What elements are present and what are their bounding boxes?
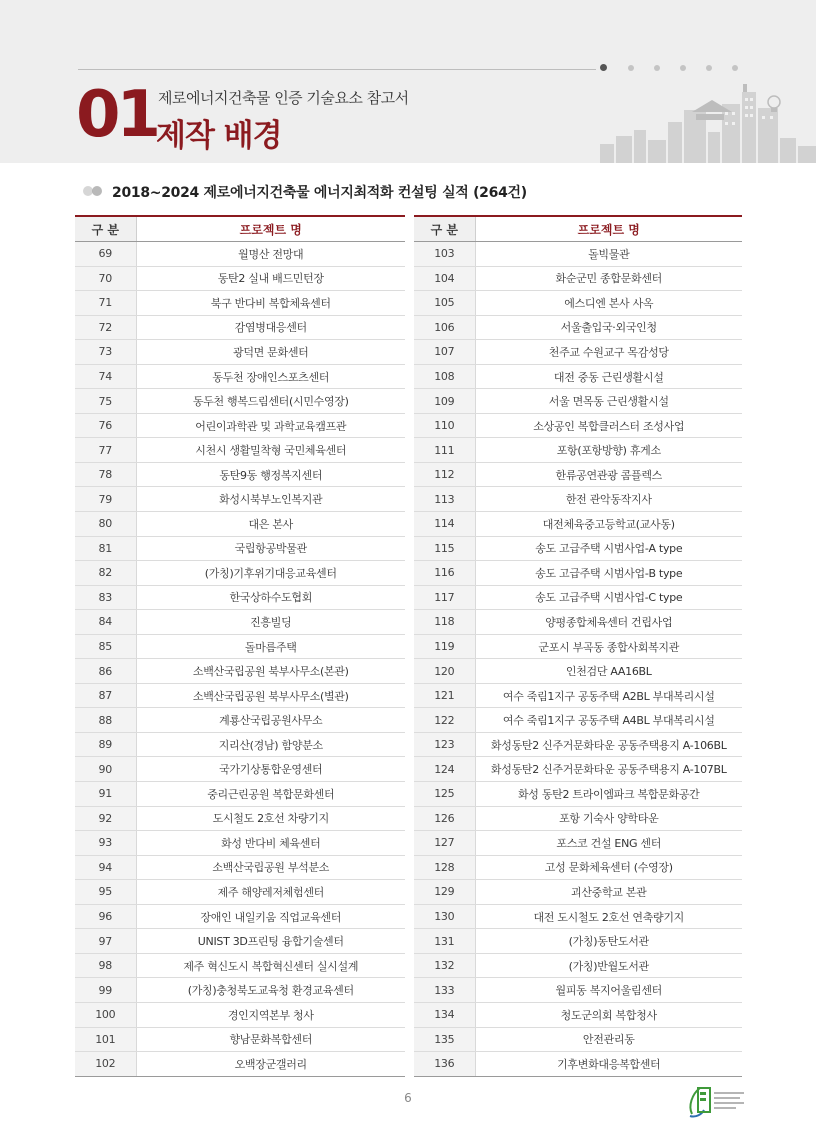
project-name: 포항 기숙사 양학타운	[475, 806, 742, 831]
table-row	[75, 536, 405, 561]
row-number: 92	[75, 806, 136, 831]
table-row	[414, 929, 742, 954]
table-row	[414, 978, 742, 1003]
project-name: 경인지역본부 청사	[136, 1002, 405, 1027]
project-name: 여수 죽림1지구 공동주택 A4BL 부대복리시설	[475, 708, 742, 733]
table-row	[75, 512, 405, 537]
table-row	[75, 978, 405, 1003]
table-row	[414, 904, 742, 929]
table-row	[414, 389, 742, 414]
row-number: 72	[75, 315, 136, 340]
project-name: 소백산국립공원 북부사무소(본관)	[136, 659, 405, 684]
project-name: 감염병대응센터	[136, 315, 405, 340]
table-row	[75, 683, 405, 708]
project-name: 중리근린공원 복합문화센터	[136, 782, 405, 807]
table-row	[414, 242, 742, 267]
table-row	[75, 242, 405, 267]
row-number: 94	[75, 855, 136, 880]
project-name: 송도 고급주택 시범사업-B type	[475, 561, 742, 586]
table-row	[414, 831, 742, 856]
project-name: (가칭)기후위기대응교육센터	[136, 561, 405, 586]
project-name: 북구 반다비 복합체육센터	[136, 291, 405, 316]
project-name: 괴산중학교 본관	[475, 880, 742, 905]
project-name: 동두천 행복드림센터(시민수영장)	[136, 389, 405, 414]
project-name: 돌빅물관	[475, 242, 742, 267]
row-number: 80	[75, 512, 136, 537]
project-name: 에스디엔 본사 사옥	[475, 291, 742, 316]
table-row	[414, 683, 742, 708]
row-number: 77	[75, 438, 136, 463]
table-row	[414, 659, 742, 684]
row-number: 132	[414, 953, 475, 978]
table-row	[414, 291, 742, 316]
dot-active	[600, 64, 607, 71]
table-row	[414, 610, 742, 635]
table-row	[414, 855, 742, 880]
table-row	[75, 561, 405, 586]
row-number: 119	[414, 634, 475, 659]
table-row	[414, 413, 742, 438]
table-row	[414, 806, 742, 831]
page-number: 6	[404, 1091, 412, 1105]
row-number: 135	[414, 1027, 475, 1052]
table-row	[75, 831, 405, 856]
row-number: 116	[414, 561, 475, 586]
row-number: 123	[414, 732, 475, 757]
project-name: 어린이과학관 및 과학교육캠프관	[136, 413, 405, 438]
project-name: 계룡산국립공원사무소	[136, 708, 405, 733]
row-number: 82	[75, 561, 136, 586]
row-number: 134	[414, 1002, 475, 1027]
table-row	[75, 585, 405, 610]
section-heading-text: 2018~2024 제로에너지건축물 에너지최적화 컨설팅 실적 (264건)	[112, 185, 527, 201]
table-row	[414, 487, 742, 512]
row-number: 130	[414, 904, 475, 929]
project-name: 동두천 장애인스포츠센터	[136, 364, 405, 389]
project-name: 화성 반다비 체육센터	[136, 831, 405, 856]
project-name: 송도 고급주택 시범사업-A type	[475, 536, 742, 561]
table-row	[75, 1027, 405, 1052]
table-row	[414, 438, 742, 463]
row-number: 71	[75, 291, 136, 316]
row-number: 76	[75, 413, 136, 438]
project-name: 돌마름주택	[136, 634, 405, 659]
project-name: 포항(포항방향) 휴게소	[475, 438, 742, 463]
project-name: 도시철도 2호선 차량기지	[136, 806, 405, 831]
table-row	[75, 487, 405, 512]
project-name: (가칭)반월도서관	[475, 953, 742, 978]
table-body-right	[414, 242, 742, 1077]
table-row	[75, 413, 405, 438]
project-name: 시천시 생활밀착형 국민체육센터	[136, 438, 405, 463]
row-number: 107	[414, 340, 475, 365]
project-name: 진흥빌딩	[136, 610, 405, 635]
project-name: 기후변화대응복합센터	[475, 1052, 742, 1077]
project-name: 월피동 복지어울림센터	[475, 978, 742, 1003]
row-number: 96	[75, 904, 136, 929]
cityscape-illustration-icon	[600, 82, 816, 163]
table-row	[75, 315, 405, 340]
column-header-project: 프로젝트 명	[136, 216, 405, 242]
column-header-project: 프로젝트 명	[475, 216, 742, 242]
row-number: 129	[414, 880, 475, 905]
table-row	[75, 757, 405, 782]
row-number: 121	[414, 683, 475, 708]
project-name: 한류공연관광 콤플렉스	[475, 462, 742, 487]
row-number: 75	[75, 389, 136, 414]
table-row	[75, 880, 405, 905]
table-row	[75, 364, 405, 389]
project-name: 제주 혁신도시 복합혁신센터 실시설계	[136, 953, 405, 978]
table-row	[414, 364, 742, 389]
project-name: UNIST 3D프린팅 융합기술센터	[136, 929, 405, 954]
project-name: 포스코 건설 ENG 센터	[475, 831, 742, 856]
document-subtitle: 제로에너지건축물 인증 기술요소 참고서	[158, 89, 409, 107]
table-header-row	[414, 216, 742, 242]
row-number: 115	[414, 536, 475, 561]
project-name: 지리산(경남) 함양분소	[136, 732, 405, 757]
table-row	[75, 904, 405, 929]
table-row	[75, 438, 405, 463]
table-row	[75, 1052, 405, 1077]
table-row	[75, 291, 405, 316]
dot	[628, 65, 634, 71]
row-number: 106	[414, 315, 475, 340]
project-name: 서울출입국·외국인청	[475, 315, 742, 340]
project-name: 오백장군갤러리	[136, 1052, 405, 1077]
project-name: (가칭)동탄도서관	[475, 929, 742, 954]
table-row	[414, 757, 742, 782]
project-name: 화성동탄2 신주거문화타운 공동주택용지 A-107BL	[475, 757, 742, 782]
project-name: 소상공인 복합클러스터 조성사업	[475, 413, 742, 438]
project-name: 화성 동탄2 트라이엠파크 복합문화공간	[475, 782, 742, 807]
table-row	[414, 1027, 742, 1052]
row-number: 110	[414, 413, 475, 438]
table-row	[414, 782, 742, 807]
column-header-number: 구 분	[414, 216, 475, 242]
table-row	[414, 634, 742, 659]
page-title: 제작 배경	[156, 118, 282, 154]
table-row	[75, 953, 405, 978]
project-name: 장애인 내일키움 직업교육센터	[136, 904, 405, 929]
table-row	[75, 732, 405, 757]
project-name: 동탄2 실내 배드민턴장	[136, 266, 405, 291]
chapter-number: 01	[76, 78, 158, 152]
table-row	[75, 659, 405, 684]
row-number: 85	[75, 634, 136, 659]
table-row	[75, 855, 405, 880]
row-number: 112	[414, 462, 475, 487]
table-row	[75, 340, 405, 365]
row-number: 93	[75, 831, 136, 856]
zeb-logo-icon	[686, 1080, 750, 1120]
dot	[680, 65, 686, 71]
project-name: 한국상하수도협회	[136, 585, 405, 610]
table-row	[414, 953, 742, 978]
row-number: 128	[414, 855, 475, 880]
row-number: 118	[414, 610, 475, 635]
table-row	[75, 1002, 405, 1027]
project-table-left	[75, 215, 405, 1077]
table-row	[75, 929, 405, 954]
table-row	[75, 266, 405, 291]
table-body-left	[75, 242, 405, 1077]
project-name: 대은 본사	[136, 512, 405, 537]
project-name: 대전 중동 근린생활시설	[475, 364, 742, 389]
row-number: 131	[414, 929, 475, 954]
row-number: 83	[75, 585, 136, 610]
row-number: 88	[75, 708, 136, 733]
row-number: 91	[75, 782, 136, 807]
row-number: 100	[75, 1002, 136, 1027]
table-row	[414, 708, 742, 733]
row-number: 103	[414, 242, 475, 267]
project-name: 국립항공박물관	[136, 536, 405, 561]
table-row	[414, 1002, 742, 1027]
table-row	[75, 462, 405, 487]
row-number: 87	[75, 683, 136, 708]
project-name: 광덕면 문화센터	[136, 340, 405, 365]
column-header-number: 구 분	[75, 216, 136, 242]
row-number: 111	[414, 438, 475, 463]
project-name: 국가기상통합운영센터	[136, 757, 405, 782]
header-divider	[78, 69, 596, 70]
project-name: 청도군의회 복합청사	[475, 1002, 742, 1027]
row-number: 79	[75, 487, 136, 512]
project-name: 월명산 전망대	[136, 242, 405, 267]
double-circle-bullet-icon	[82, 185, 104, 197]
row-number: 86	[75, 659, 136, 684]
project-name: 대전 도시철도 2호선 연축량기지	[475, 904, 742, 929]
row-number: 89	[75, 732, 136, 757]
row-number: 74	[75, 364, 136, 389]
table-row	[414, 266, 742, 291]
row-number: 108	[414, 364, 475, 389]
row-number: 133	[414, 978, 475, 1003]
row-number: 109	[414, 389, 475, 414]
table-row	[414, 585, 742, 610]
dot	[706, 65, 712, 71]
row-number: 95	[75, 880, 136, 905]
project-name: 안전관리동	[475, 1027, 742, 1052]
row-number: 84	[75, 610, 136, 635]
row-number: 98	[75, 953, 136, 978]
project-table-right	[414, 215, 742, 1077]
row-number: 78	[75, 462, 136, 487]
project-name: 서울 면목동 근린생활시설	[475, 389, 742, 414]
project-name: 양평종합체육센터 건립사업	[475, 610, 742, 635]
row-number: 113	[414, 487, 475, 512]
table-row	[414, 512, 742, 537]
row-number: 120	[414, 659, 475, 684]
row-number: 105	[414, 291, 475, 316]
project-name: 화성시북부노인복지관	[136, 487, 405, 512]
row-number: 125	[414, 782, 475, 807]
project-name: 송도 고급주택 시범사업-C type	[475, 585, 742, 610]
row-number: 73	[75, 340, 136, 365]
project-name: 소백산국립공원 북부사무소(별관)	[136, 683, 405, 708]
row-number: 70	[75, 266, 136, 291]
project-name: 제주 해양레저체험센터	[136, 880, 405, 905]
project-name: 군포시 부곡동 종합사회복지관	[475, 634, 742, 659]
project-name: 천주교 수원교구 목감성당	[475, 340, 742, 365]
row-number: 99	[75, 978, 136, 1003]
row-number: 97	[75, 929, 136, 954]
table-row	[75, 782, 405, 807]
row-number: 104	[414, 266, 475, 291]
table-row	[75, 708, 405, 733]
project-name: 화순군민 종합문화센터	[475, 266, 742, 291]
project-name: 대전체육중고등학교(교사동)	[475, 512, 742, 537]
project-name: 소백산국립공원 부석분소	[136, 855, 405, 880]
dot	[732, 65, 738, 71]
page-indicator-dots	[600, 64, 750, 74]
table-row	[414, 462, 742, 487]
row-number: 122	[414, 708, 475, 733]
row-number: 126	[414, 806, 475, 831]
project-name: 고성 문화체육센터 (수영장)	[475, 855, 742, 880]
project-name: (가칭)충청북도교육청 환경교육센터	[136, 978, 405, 1003]
row-number: 127	[414, 831, 475, 856]
table-row	[414, 561, 742, 586]
table-row	[75, 634, 405, 659]
table-row	[414, 340, 742, 365]
row-number: 81	[75, 536, 136, 561]
project-name: 여수 죽림1지구 공동주택 A2BL 부대복리시설	[475, 683, 742, 708]
dot	[654, 65, 660, 71]
row-number: 117	[414, 585, 475, 610]
table-row	[75, 610, 405, 635]
row-number: 114	[414, 512, 475, 537]
row-number: 102	[75, 1052, 136, 1077]
table-row	[75, 389, 405, 414]
row-number: 69	[75, 242, 136, 267]
project-name: 인천검단 AA16BL	[475, 659, 742, 684]
project-name: 향남문화복합센터	[136, 1027, 405, 1052]
row-number: 101	[75, 1027, 136, 1052]
project-name: 화성동탄2 신주거문화타운 공동주택용지 A-106BL	[475, 732, 742, 757]
table-row	[414, 536, 742, 561]
project-name: 동탄9동 행정복지센터	[136, 462, 405, 487]
row-number: 124	[414, 757, 475, 782]
table-row	[414, 880, 742, 905]
table-row	[414, 315, 742, 340]
table-row	[414, 732, 742, 757]
table-header-row	[75, 216, 405, 242]
row-number: 90	[75, 757, 136, 782]
table-row	[75, 806, 405, 831]
table-row	[414, 1052, 742, 1077]
project-name: 한전 관악동작지사	[475, 487, 742, 512]
row-number: 136	[414, 1052, 475, 1077]
